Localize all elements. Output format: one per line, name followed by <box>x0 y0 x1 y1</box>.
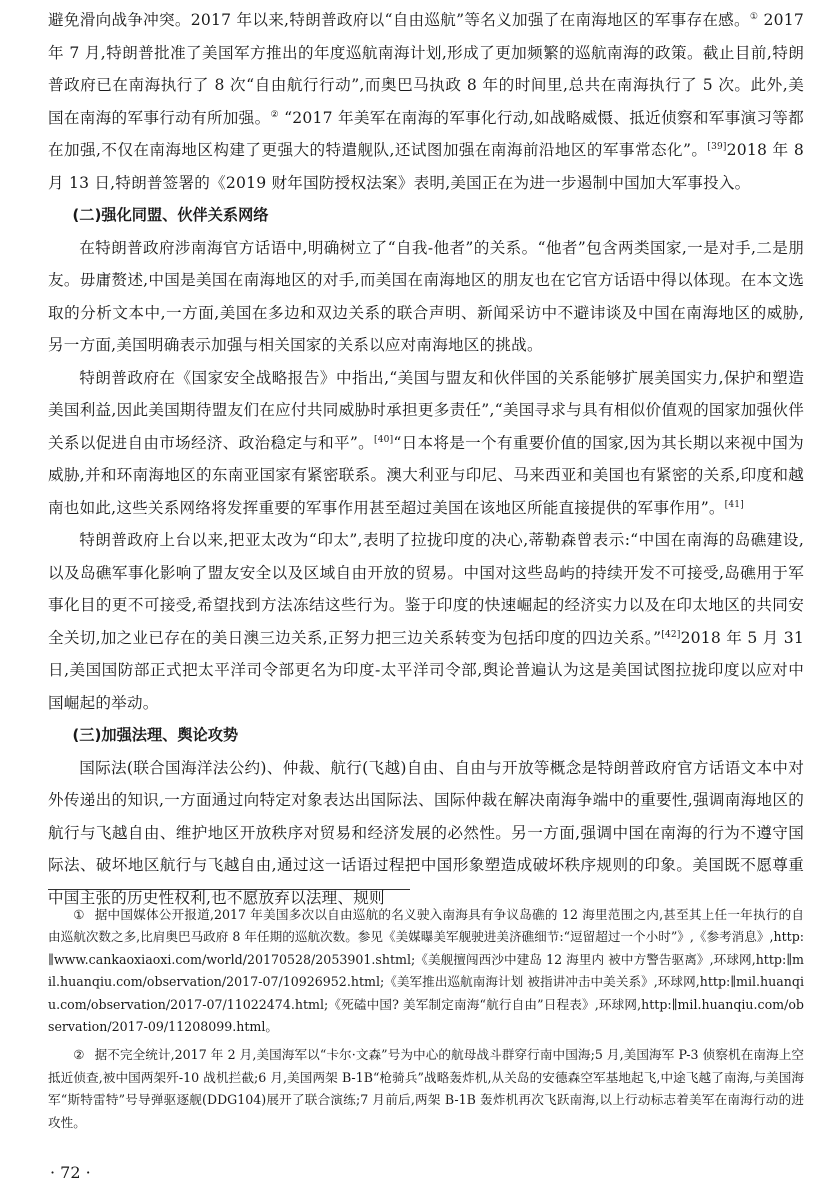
section-heading-3: (三)加强法理、舆论攻势 <box>72 726 239 744</box>
footnote-divider <box>48 889 410 890</box>
page-number: · 72 · <box>50 1163 91 1182</box>
footnote-text: 据中国媒体公开报道,2017 年美国多次以自由巡航的名义驶入南海具有争议岛礁的 12 海里范围之内,甚至其上任一年执行的自由巡航次数之多,比肩奥巴马政府 8 年任期的巡航次数。参见《美媒曝美军舰驶进美济礁细节:“逗留超过一个小时”》,《参考消息》,http:∥www.cankaoxiaoxi.com/world/20170528/2053901.shtml;《美舰擅闯西沙中建岛 12 海里内 被中方警告驱离》,环球网,http:∥mil.huanqiu.com/observation/2017-07/10926952.html;《美军推出巡航南海计划 被指讲冲击中美关系》,环球网,http:∥mil.huanqiu.com/observation/2017-07/11022474.html;《死磕中国? 美军制定南海“航行自由”日程表》,环球网,http:∥mil.huanqiu.com/observation/2017-09/11208099.html。 <box>48 907 804 1035</box>
footnote-text: 据不完全统计,2017 年 2 月,美国海军以“卡尔·文森”号为中心的航母战斗群穿行南中国海;5 月,美国海军 P-3 侦察机在南海上空抵近侦查,被中国两架歼-10 战机拦截;6 月,美国两架 B-1B“枪骑兵”战略轰炸机,从关岛的安德森空军基地起飞,中途飞越了南海,与美国海军“斯特雷特”号导弹驱逐舰(DDG104)展开了联合演练;7 月前后,两架 B-1B 轰炸机再次飞跃南海,以上行动标志着美军在南海行动的进攻性。 <box>48 1047 805 1130</box>
footnotes <box>48 904 804 1140</box>
footnote-mark: ② <box>73 1047 85 1063</box>
footnote-ref-2[interactable]: ② <box>270 109 279 120</box>
paragraph-2: 在特朗普政府涉南海官方话语中,明确树立了“自我-他者”的关系。“他者”包含两类国家,一是对手,二是朋友。毋庸赘述,中国是美国在南海地区的对手,而美国在南海地区的朋友也在它官方话语中得以体现。在本文选取的分析文本中,一方面,美国在多边和双边关系的联合声明、新闻采访中不避讳谈及中国在南海地区的威胁,另一方面,美国明确表示加强与相关国家的关系以应对南海地区的挑战。 <box>48 238 804 354</box>
citation-41[interactable]: [41] <box>724 499 744 510</box>
citation-42[interactable]: [42] <box>661 629 681 640</box>
section-heading-2: (二)强化同盟、伙伴关系网络 <box>72 206 269 224</box>
citation-39[interactable]: [39] <box>707 141 727 152</box>
citation-40[interactable]: [40] <box>374 434 394 445</box>
paragraph-3: 特朗普政府在《国家安全战略报告》中指出,“美国与盟友和伙伴国的关系能够扩展美国实力,保护和塑造美国利益,因此美国期待盟友们在应付共同威胁时承担更多责任”,“美国寻求与具有相似价值观的国家加强伙伴关系以促进自由市场经济、政治稳定与和平”。[40]“日本将是一个有重要价值的国家,因为其长期以来视中国为威胁,并和环南海地区的东南亚国家有紧密联系。澳大利亚与印尼、马来西亚和美国也有紧密的关系,印度和越南也如此,这些关系网络将发挥重要的军事作用甚至超过美国在该地区所能直接提供的军事作用”。[41] <box>48 368 804 517</box>
paragraph-4: 特朗普政府上台以来,把亚太改为“印太”,表明了拉拢印度的决心,蒂勒森曾表示:“中国在南海的岛礁建设,以及岛礁军事化影响了盟友安全以及区域自由开放的贸易。中国对这些岛屿的持续开发不可接受,岛礁用于军事化目的更不可接受,希望找到方法冻结这些行为。鉴于印度的快速崛起的经济实力以及在印太地区的共同安全关切,加之业已存在的美日澳三边关系,正努力把三边关系转变为包括印度的四边关系。”[42]2018 年 5 月 31 日,美国国防部正式把太平洋司令部更名为印度-太平洋司令部,舆论普遍认为这是美国试图拉拢印度以应对中国崛起的举动。 <box>48 531 804 712</box>
footnote-mark: ① <box>73 907 85 922</box>
paragraph-1: 避免滑向战争冲突。2017 年以来,特朗普政府以“自由巡航”等名义加强了在南海地区的军事存在感。① 2017 年 7 月,特朗普批准了美国军方推出的年度巡航南海计划,形成了更加频繁的巡航南海的政策。截止目前,特朗普政府已在南海执行了 8 次“自由航行行动”,而奥巴马执政 8 年的时间里,总共在南海执行了 5 次。此外,美国在南海的军事行动有所加强。② “2017 年美军在南海的军事化行动,如战略威慑、抵近侦察和军事演习等都在加强,不仅在南海地区构建了更强大的特遣舰队,还试图加强在南海前沿地区的军事常态化”。[39]2018 年 8 月 13 日,特朗普签署的《2019 财年国防授权法案》表明,美国正在为进一步遏制中国加大军事投入。 <box>48 11 804 192</box>
main-text <box>48 4 804 914</box>
paragraph-5: 国际法(联合国海洋法公约)、仲裁、航行(飞越)自由、自由与开放等概念是特朗普政府官方话语文本中对外传递出的知识,一方面通过向特定对象表达出国际法、国际仲裁在解决南海争端中的重要性,强调南海地区的航行与飞越自由、维护地区开放秩序对贸易和经济发展的必然性。另一方面,强调中国在南海的行为不遵守国际法、破坏地区航行与飞越自由,通过这一话语过程把中国形象塑造成破坏秩序规则的印象。美国既不愿尊重中国主张的历史性权利,也不愿放弃以法理、规则 <box>48 758 804 907</box>
footnote-ref-1[interactable]: ① <box>749 11 759 22</box>
footnote-1 <box>48 904 804 1038</box>
footnote-2 <box>48 1044 804 1134</box>
